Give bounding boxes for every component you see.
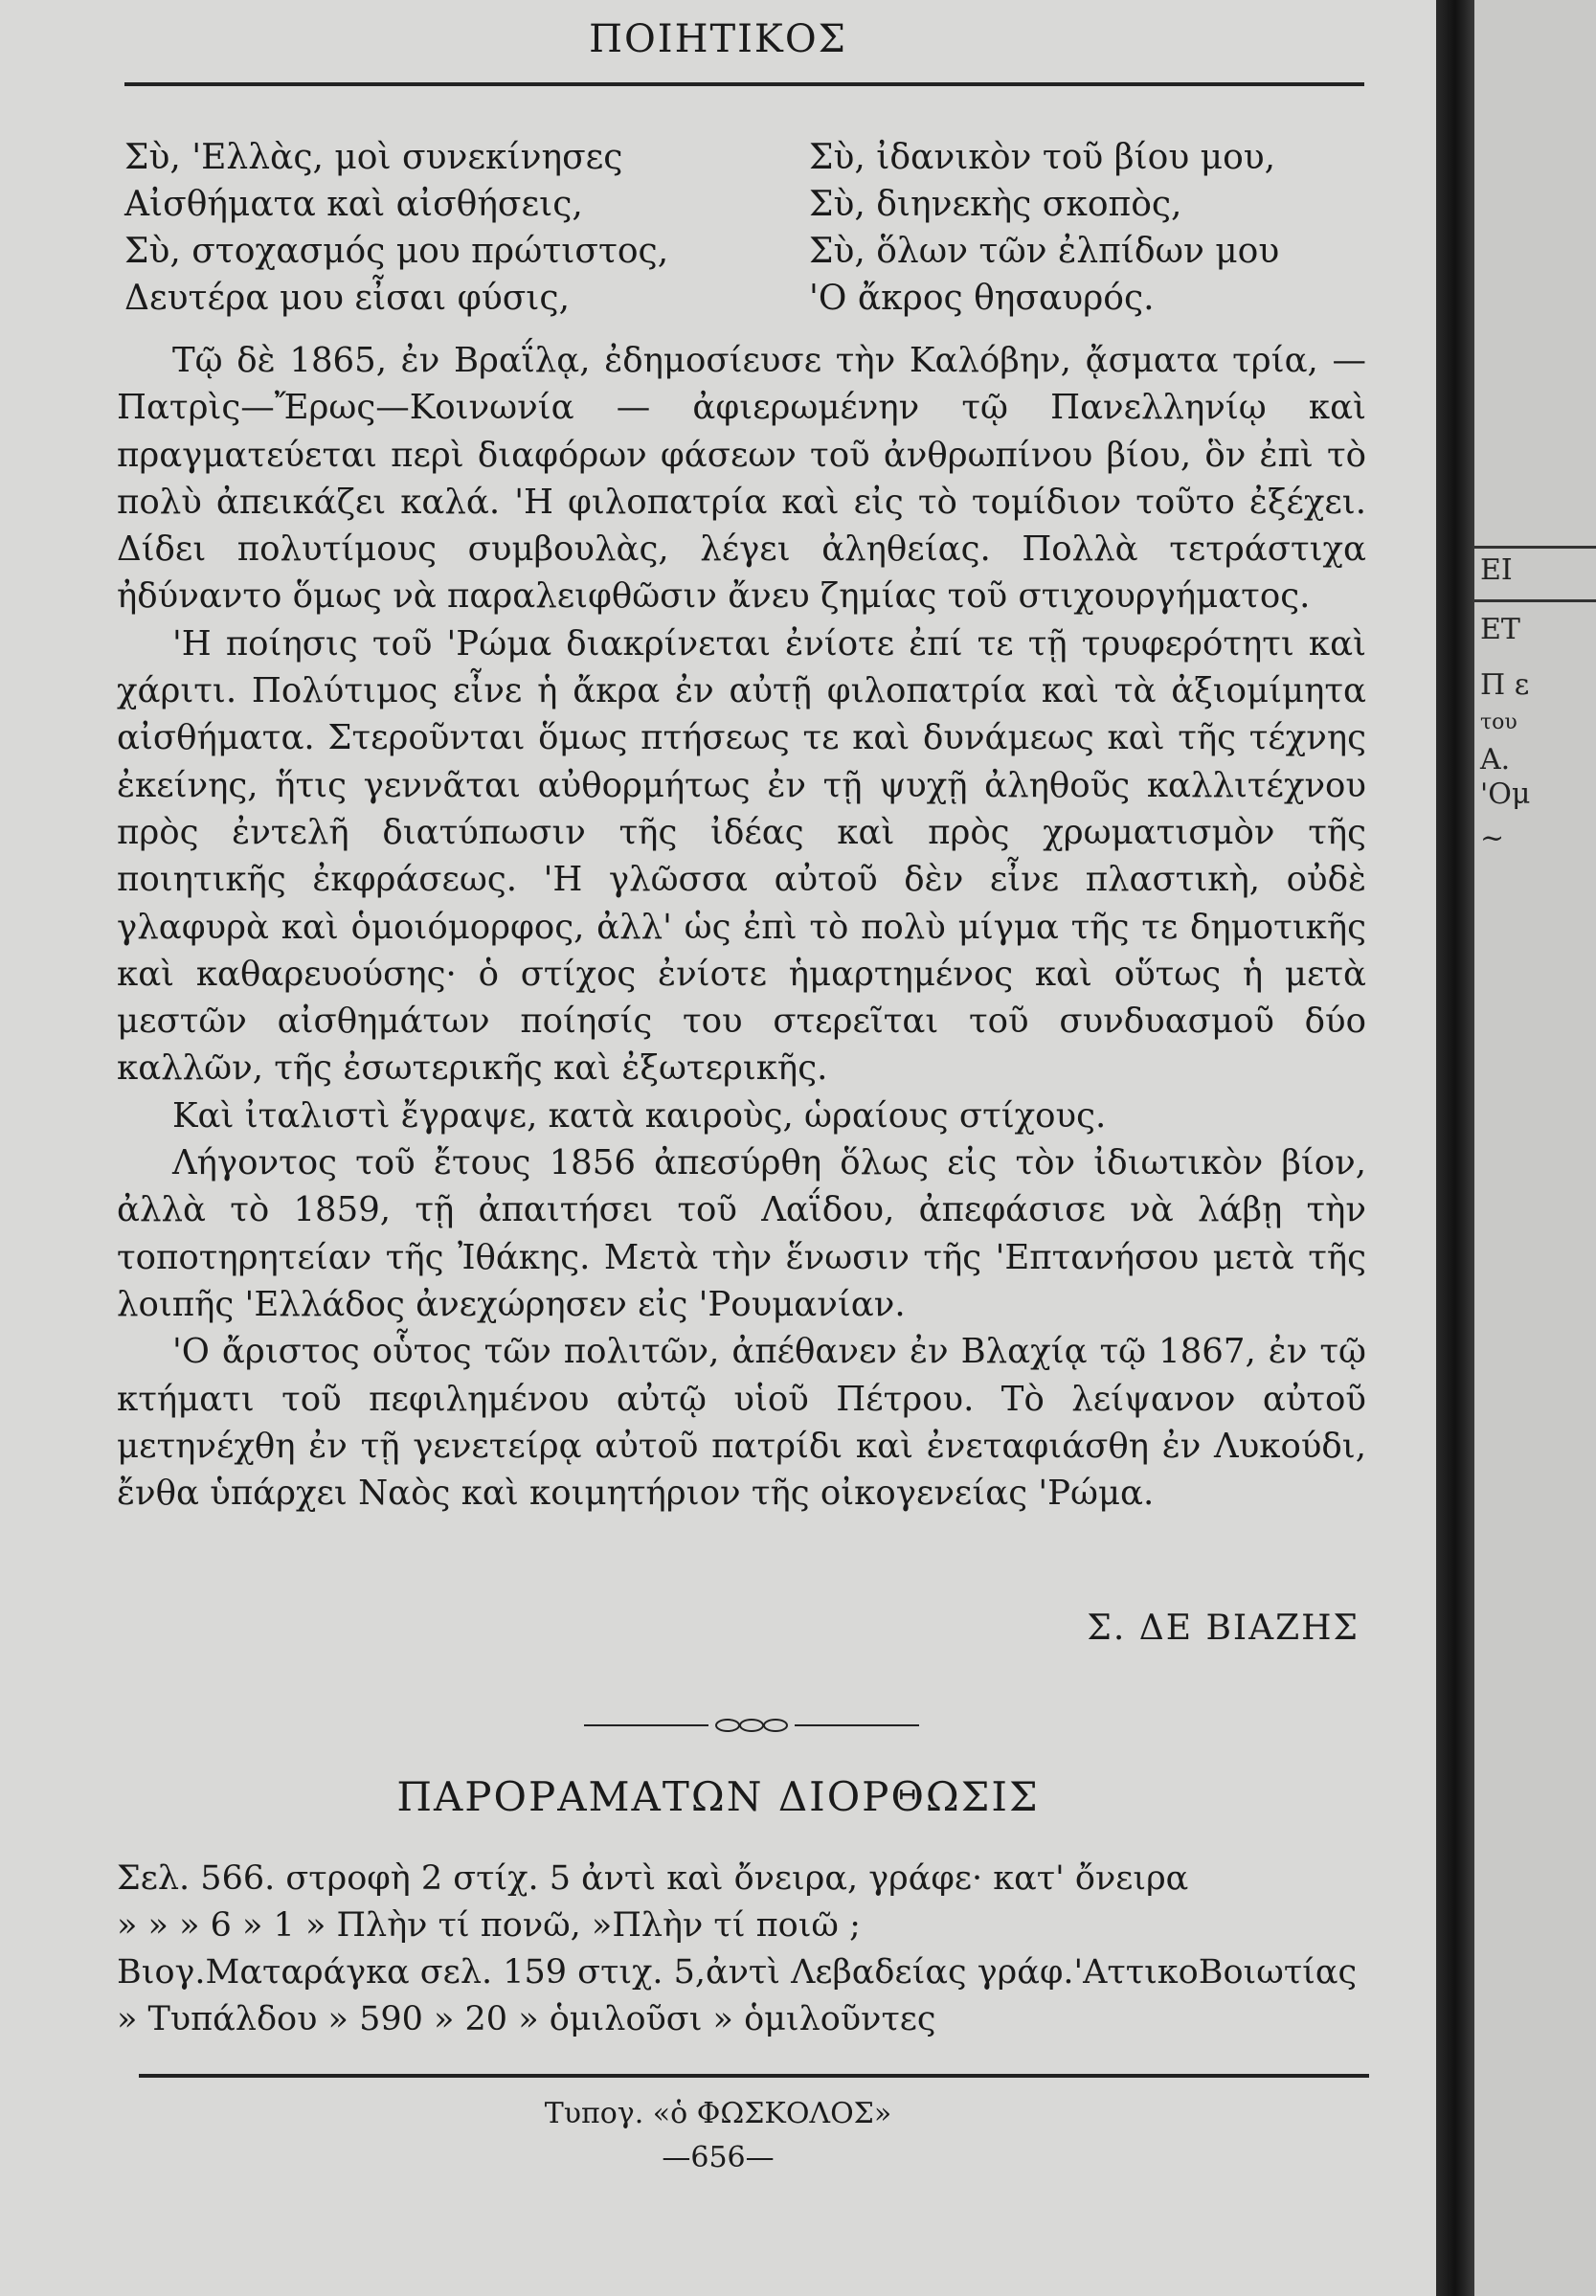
poem-line: Σὺ, στοχασμός μου πρώτιστος, [124,232,669,271]
poem-line: Σὺ, ἰδανικὸν τοῦ βίου μου, [809,138,1276,177]
adjacent-rule [1474,546,1596,549]
adjacent-fragment: Α. [1480,743,1511,777]
errata-line: Σελ. 566. στροφὴ 2 στίχ. 5 ἀντὶ καὶ ὄνειρα, γράφε· κατ' ὄνειρα [117,1859,1189,1898]
author-signature: Σ. ΔΕ ΒΙΑΖΗΣ [1087,1609,1360,1648]
adjacent-fragment: ΕΙ [1480,553,1513,587]
errata-line: » Τυπάλδου » 590 » 20 » ὁμιλοῦσι » ὁμιλοῦντες [117,2000,936,2038]
paragraph: 'Η ποίησις τοῦ 'Ρώμα διακρίνεται ἐνίοτε ἐπί τε τῇ τρυφερότητι καὶ χάριτι. Πολύτιμος εἶνε ἡ ἄκρα ἐν αὐτῇ φιλοπατρία καὶ τὰ ἀξιομίμητα αἰσθήματα. Στεροῦνται ὅμως πτήσεως τε καὶ δυνάμεως καὶ τῆς τέχνης ἐκείνης, ἥτις γεννᾶται αὐθορμήτως ἐν τῇ ψυχῇ ἀληθοῦς καλλιτέχνου πρὸς ἐντελῆ διατύπωσιν τῆς ἰδέας καὶ πρὸς χρωματισμὸν τῆς ποιητικῆς ἐκφράσεως. 'Η γλῶσσα αὐτοῦ δὲν εἶνε πλαστικὴ, οὐδὲ γλαφυρὰ καὶ ὁμοιόμορφος, ἀλλ' ὡς ἐπὶ τὸ πολὺ μίγμα τῆς τε δημοτικῆς καὶ καθαρευούσης· ὁ στίχος ἐνίοτε ἡμαρτημένος καὶ οὕτως ἡ μετὰ μεστῶν αἰσθημάτων ποίησίς του στερεῖται τοῦ συνδυασμοῦ δύο καλλῶν, τῆς ἐσωτερικῆς καὶ ἐξωτερικῆς. [117,623,1366,1089]
adjacent-page-edge [1474,0,1596,2296]
footer-rule [139,2074,1369,2078]
errata-line: » » » 6 » 1 » Πλὴν τί πονῶ, »Πλὴν τί ποιῶ ; [117,1906,861,1945]
book-gutter [1436,0,1474,2296]
poem-left-stanza [124,134,747,322]
errata-title: ΠΑΡΟΡΑΜΑΤΩΝ ΔΙΟΡΘΩΣΙΣ [396,1773,1040,1820]
errata-line: Βιογ.Ματαράγκα σελ. 159 στιχ. 5,ἀντὶ Λεβαδείας γράφ.'ΑττικοΒοιωτίας [117,1953,1358,1992]
adjacent-fragment: ~ [1480,822,1505,855]
poem-line: Σὺ, διηνεκὴς σκοπὸς, [809,185,1182,224]
paragraph: 'Ο ἄριστος οὗτος τῶν πολιτῶν, ἀπέθανεν ἐν Βλαχίᾳ τῷ 1867, ἐν τῷ κτήματι τοῦ πεφιλημένου αὐτῷ υἱοῦ Πέτρου. Τὸ λείψανον αὐτοῦ μετηνέχθη ἐν τῇ γενετείρᾳ αὐτοῦ πατρίδι καὶ ἐνεταφιάσθη ἐν Λυκούδι, ἔνθα ὑπάρχει Ναὸς καὶ κοιμητήριον τῆς οἰκογενείας 'Ρώμα. [117,1332,1366,1514]
printer-imprint: Τυπογ. «ὁ ΦΩΣΚΟΛΟΣ» [544,2097,892,2130]
adjacent-fragment: Π ε [1480,668,1530,702]
adjacent-fragment: του [1480,710,1517,734]
adjacent-fragment: ΕΤ [1480,613,1520,646]
adjacent-fragment: 'Ομ [1480,777,1531,811]
poem-line: Σὺ, 'Ελλὰς, μοὶ συνεκίνησες [124,138,623,177]
ornament-divider [584,1716,919,1735]
poem-right-stanza [809,134,1383,322]
poem-line: 'Ο ἄκρος θησαυρός. [809,279,1155,318]
biography-text [117,337,1366,1517]
paragraph: Λήγοντος τοῦ ἔτους 1856 ἀπεσύρθη ὅλως εἰς τὸν ἰδιωτικὸν βίον, ἀλλὰ τὸ 1859, τῇ ἀπαιτήσει τοῦ Λαΐδου, ἀπεφάσισε νὰ λάβῃ τὴν τοποτηρητείαν τῆς Ἰθάκης. Μετὰ τὴν ἕνωσιν τῆς 'Επτανήσου μετὰ τῆς λοιπῆς 'Ελλάδος ἀνεχώρησεν εἰς 'Ρουμανίαν. [117,1143,1366,1324]
paragraph: Καὶ ἰταλιστὶ ἔγραψε, κατὰ καιροὺς, ὡραίους στίχους. [172,1095,1107,1136]
page-number: —656— [662,2141,775,2174]
poem-line: Αἰσθήματα καὶ αἰσθήσεις, [124,185,583,224]
poem-line: Δευτέρα μου εἶσαι φύσις, [124,279,571,318]
paragraph: Τῷ δὲ 1865, ἐν Βραΐλᾳ, ἐδημοσίευσε τὴν Καλόβην, ᾄσματα τρία, —Πατρὶς—Ἔρως—Κοινωνία — ἀφιερωμένην τῷ Πανελληνίῳ καὶ πραγματεύεται περὶ διαφόρων φάσεων τοῦ ἀνθρωπίνου βίου, ὃν ἐπὶ τὸ πολὺ ἀπεικάζει καλά. 'Η φιλοπατρία καὶ εἰς τὸ τομίδιον τοῦτο ἐξέχει. Δίδει πολυτίμους συμβουλὰς, λέγει ἀληθείας. Πολλὰ τετράστιχα ἠδύναντο ὅμως νὰ παραλειφθῶσιν ἄνευ ζημίας τοῦ στιχουργήματος. [117,341,1366,617]
header-rule [124,82,1364,86]
poem-line: Σὺ, ὅλων τῶν ἐλπίδων μου [809,232,1280,271]
adjacent-rule [1474,599,1596,602]
running-head: ΠΟΙΗΤΙΚΟΣ [589,17,847,61]
